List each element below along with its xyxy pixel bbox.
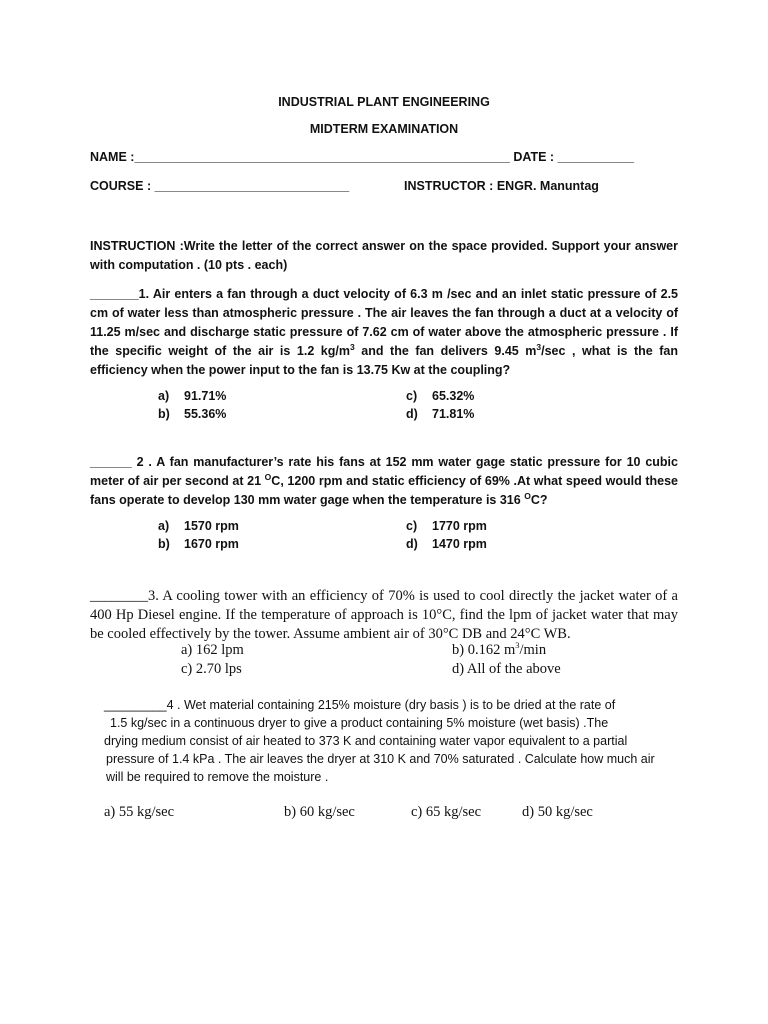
question-text: C? (530, 493, 548, 507)
exam-title: INDUSTRIAL PLANT ENGINEERING (278, 95, 490, 109)
question-1 (90, 285, 678, 380)
question-text: C, 1200 rpm and static efficiency of 69% .At what speed would these fans operate to develop 130 mm water gage when the temperature is 316 (90, 474, 678, 507)
question-3 (90, 587, 678, 644)
instructor-row (404, 179, 599, 193)
superscript: O (524, 490, 531, 501)
question-number: 2 . (136, 455, 152, 469)
superscript: O (264, 471, 272, 482)
course-line: ____________________________ (154, 179, 350, 193)
name-label: NAME : (90, 150, 135, 164)
question-number: 1. (138, 287, 150, 301)
question-text: and the fan delivers 9.45 m (354, 344, 537, 358)
superscript: 3 (536, 341, 542, 352)
date-label: DATE : (513, 150, 555, 164)
option-b: b) 0.162 $m^3/\min$ (452, 640, 547, 658)
name-line: ______________________________________________________ (134, 150, 510, 164)
course-label: COURSE : (90, 179, 152, 193)
superscript: 3 (350, 341, 355, 352)
question-4-line-4: pressure of 1.4 kPa . The air leaves the dryer at 310 K and 70% saturated . Calculate how much air (106, 752, 655, 766)
instructor-label: INSTRUCTOR : (404, 179, 494, 193)
question-4-line-5: will be required to remove the moisture . (106, 770, 329, 784)
question-number: 4 . (166, 698, 181, 712)
option-d: d) 1470 rpm (406, 537, 487, 551)
question-2 (90, 453, 678, 510)
instructor-value: ENGR. Manuntag (496, 179, 599, 193)
option-b: b) 55.36% (158, 407, 227, 421)
question-text: Air enters a fan through a duct velocity of 6.3 m /sec and an inlet static pressure of 2.5 cm of water less than atmospheric pressure . The air leaves the fan through a duct at a velocity of 11.25 m/sec and discharge static pressure of 7.62 cm of water above the atmospheric pressure . If the specific weight of the air is 1.2 kg/m (90, 287, 678, 358)
name-row (90, 150, 634, 164)
exam-subtitle: MIDTERM EXAMINATION (309, 122, 459, 136)
question-4-line-1 (104, 698, 615, 712)
option-d: d) 50 kg/sec (522, 804, 593, 820)
answer-blank: ________ (90, 588, 148, 604)
option-b: b) 60 kg/sec (284, 804, 355, 820)
instruction-text: Write the letter of the correct answer on the space provided. Support your answer with computation . (10 pts . each) (90, 239, 678, 272)
answer-blank: ______ (90, 455, 132, 469)
option-c: c) 2.70 lps (181, 661, 242, 677)
option-c: c) 65.32% (406, 389, 475, 403)
question-text: /sec , what is the fan efficiency when the power input to the fan is 13.75 Kw at the coupling? (90, 344, 678, 377)
option-d: d) 71.81% (406, 407, 475, 421)
option-a: a) 1570 rpm (158, 519, 239, 533)
date-line: ___________ (557, 150, 635, 164)
option-a: a) 162 lpm (181, 642, 244, 658)
option-c: c) 65 kg/sec (411, 804, 482, 820)
question-4-line-2: 1.5 kg/sec in a continuous dryer to give a product containing 5% moisture (wet basis) .The (110, 716, 609, 730)
instruction-label: INSTRUCTION : (90, 239, 184, 253)
answer-blank: _________ (104, 698, 167, 712)
option-d: d) All of the above (452, 661, 561, 677)
question-text: A fan manufacturer’s rate his fans at 152 mm water gage static pressure for 10 cubic meter of air per second at 21 (90, 455, 678, 488)
course-row (90, 179, 349, 193)
question-text: A cooling tower with an efficiency of 70% is used to cool directly the jacket water of a 400 Hp Diesel engine. If the temperature of approach is 10°C, find the lpm of jacket water that may be cooled effectively by the tower. Assume ambient air of 30°C DB and 24°C WB. (90, 588, 678, 642)
option-a: a) 55 kg/sec (104, 804, 175, 820)
option-b: b) 1670 rpm (158, 537, 239, 551)
question-4-line-3: drying medium consist of air heated to 373 K and containing water vapor equivalent to a partial (104, 734, 628, 748)
question-text: Wet material containing 215% moisture (dry basis ) is to be dried at the rate of (183, 698, 616, 712)
answer-blank: _______ (90, 287, 139, 301)
instruction-block (90, 237, 678, 275)
question-number: 3. (148, 588, 159, 604)
option-c: c) 1770 rpm (406, 519, 487, 533)
option-a: a) 91.71% (158, 389, 227, 403)
